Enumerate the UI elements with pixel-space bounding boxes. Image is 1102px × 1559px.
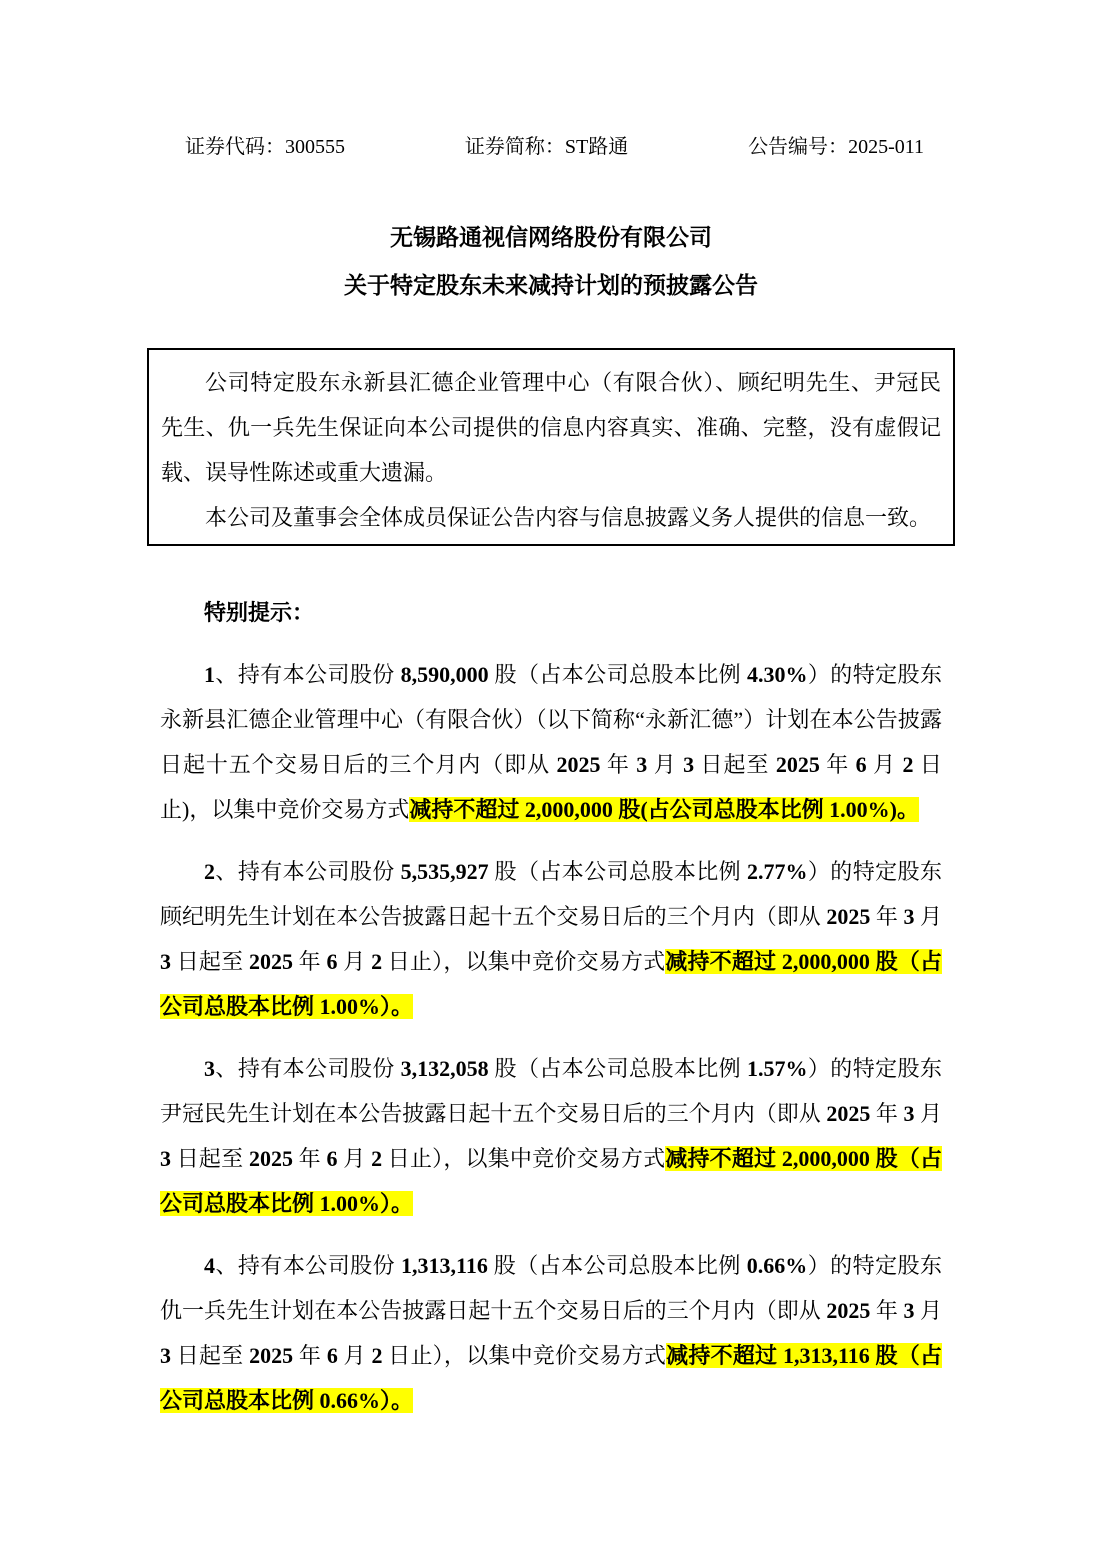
stock-code-value: 300555 <box>285 136 345 158</box>
notice-item-1-text: 1、持有本公司股份 8,590,000 股（占本公司总股本比例 4.30%）的特定股东永新县汇德企业管理中心（有限合伙）（以下简称“永新汇德”）计划在本公告披露日起十五个交易日后的三个月内（即从 2025 年 3 月 3 日起至 2025 年 6 月 2 日止)，以集中竞价交易方式 <box>160 662 942 822</box>
notice-item-3 <box>160 1046 942 1226</box>
notice-item-1 <box>160 652 942 832</box>
stock-abbr-value: ST路通 <box>564 136 629 158</box>
notice-item-1-highlight: 减持不超过 2,000,000 股(占公司总股本比例 1.00%)。 <box>409 797 919 822</box>
stock-code-label: 证券代码： <box>185 136 285 158</box>
stock-code <box>185 132 345 162</box>
notice-item-3-highlight: 减持不超过 2,000,000 股（占公司总股本比例 1.00%）。 <box>160 1146 942 1216</box>
announcement-number-value: 2025-011 <box>848 136 924 158</box>
statement-paragraph-1: 公司特定股东永新县汇德企业管理中心（有限合伙）、顾纪明先生、尹冠民先生、仇一兵先生保证向本公司提供的信息内容真实、准确、完整，没有虚假记载、误导性陈述或重大遗漏。 <box>161 370 941 485</box>
notice-item-4 <box>160 1243 942 1423</box>
notice-item-4-highlight: 减持不超过 1,313,116 股（占公司总股本比例 0.66%）。 <box>160 1343 942 1413</box>
statement-box <box>147 348 955 546</box>
company-name-title: 无锡路通视信网络股份有限公司 <box>390 225 712 250</box>
notice-item-2-highlight: 减持不超过 2,000,000 股（占公司总股本比例 1.00%）。 <box>160 949 942 1019</box>
notice-item-4-text: 4、持有本公司股份 1,313,116 股（占本公司总股本比例 0.66%）的特定股东仇一兵先生计划在本公告披露日起十五个交易日后的三个月内（即从 2025 年 3 月 3 日起至 2025 年 6 月 2 日止），以集中竞价交易方式 <box>160 1253 942 1368</box>
announcement-number <box>748 132 924 162</box>
stock-abbr-label: 证券简称： <box>464 136 565 158</box>
notice-item-2 <box>160 849 942 1029</box>
stock-abbr <box>465 132 628 162</box>
statement-paragraph-2: 本公司及董事会全体成员保证公告内容与信息披露义务人提供的信息一致。 <box>205 505 932 530</box>
notice-item-2-text: 2、持有本公司股份 5,535,927 股（占本公司总股本比例 2.77%）的特定股东顾纪明先生计划在本公告披露日起十五个交易日后的三个月内（即从 2025 年 3 月 3 日起至 2025 年 6 月 2 日止），以集中竞价交易方式 <box>160 859 942 974</box>
document-header <box>160 132 942 162</box>
notice-item-3-text: 3、持有本公司股份 3,132,058 股（占本公司总股本比例 1.57%）的特定股东尹冠民先生计划在本公告披露日起十五个交易日后的三个月内（即从 2025 年 3 月 3 日起至 2025 年 6 月 2 日止），以集中竞价交易方式 <box>160 1056 942 1171</box>
special-notice-heading: 特别提示： <box>204 600 315 625</box>
announcement-title: 关于特定股东未来减持计划的预披露公告 <box>344 273 758 298</box>
announcement-number-label: 公告编号： <box>748 136 849 158</box>
